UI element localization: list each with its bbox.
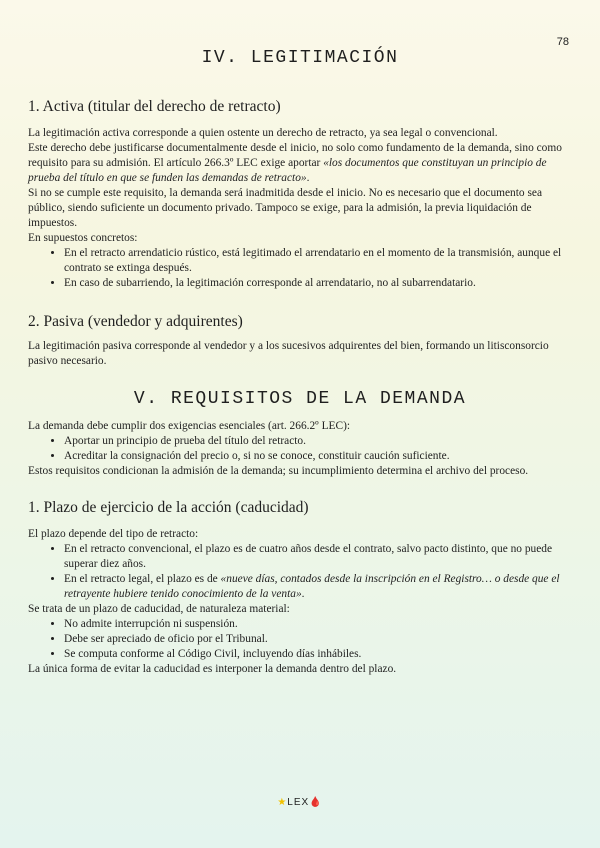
list-item: • Acreditar la consignación del precio o, si no se conoce, constituir caución suficiente. <box>64 449 572 464</box>
list-item: • En el retracto convencional, el plazo es de cuatro años desde el contrato, salvo pacto distinto, que no puede superar diez años. <box>64 542 572 572</box>
star-icon: ★ <box>277 797 288 808</box>
list-item: • En el retracto legal, el plazo es de «nueve días, contados desde la inscripción en el Registro… o desde que el retrayente hubiere tenido conocimiento de la venta». <box>64 572 572 602</box>
list-item: • En el retracto arrendaticio rústico, está legitimado el arrendatario en el momento de la transmisión, aunque el contrato se extinga después. <box>64 246 572 276</box>
quote: «los documentos que constituyan un principio de prueba del título en que se funden las demandas de retracto» <box>28 157 547 184</box>
subsection-title-plazo: 1. Plazo de ejercicio de la acción (caducidad) <box>28 499 309 516</box>
page-number: 78 <box>556 36 569 48</box>
paragraph: Estos requisitos condicionan la admisión de la demanda; su incumplimiento determina el archivo del proceso. <box>28 465 529 477</box>
section-title-legitimacion: IV. LEGITIMACIÓN <box>201 48 399 68</box>
paragraph: El plazo depende del tipo de retracto: <box>28 528 199 540</box>
list-item: • Aportar un principio de prueba del título del retracto. <box>64 434 572 449</box>
bullet-list <box>28 542 572 602</box>
subsection-title-activa: 1. Activa (titular del derecho de retracto) <box>28 98 281 115</box>
list-item: • En caso de subarriendo, la legitimación corresponde al arrendatario, no al subarrendatario. <box>64 276 572 291</box>
paragraph: La demanda debe cumplir dos exigencias esenciales (art. 266.2º LEC): <box>28 420 351 432</box>
paragraph: Se trata de un plazo de caducidad, de naturaleza material: <box>28 603 290 615</box>
footer-logo <box>0 797 600 808</box>
paragraph: Si no se cumple este requisito, la demanda será inadmitida desde el inicio. No es necesario que el documento sea público, siendo suficiente un documento privado. Tampoco se exige, para la admisión, la previa liquidación de impuestos. <box>28 187 542 229</box>
paragraph: Este derecho debe justificarse documentalmente desde el inicio, no solo como fundamento de la demanda, sino como requisito para su admisión. El artículo 266.3º LEC exige aportar «los documentos que constituyan un principio de prueba del título en que se funden las demandas de retracto». <box>28 142 562 184</box>
document-body <box>28 48 572 677</box>
paragraph: La legitimación activa corresponde a quien ostente un derecho de retracto, ya sea legal o convencional. <box>28 127 498 139</box>
subsection-title-pasiva: 2. Pasiva (vendedor y adquirentes) <box>28 313 243 330</box>
bullet-list <box>28 246 572 291</box>
paragraph: La legitimación pasiva corresponde al vendedor y a los sucesivos adquirentes del bien, formando un litisconsorcio pasivo necesario. <box>28 340 549 367</box>
list-item: • Debe ser apreciado de oficio por el Tribunal. <box>64 632 572 647</box>
drop-icon: 🩸 <box>309 797 323 808</box>
paragraph: En supuestos concretos: <box>28 232 138 244</box>
paragraph: La única forma de evitar la caducidad es interponer la demanda dentro del plazo. <box>28 663 397 675</box>
bullet-list <box>28 434 572 464</box>
section-title-requisitos: V. REQUISITOS DE LA DEMANDA <box>133 389 467 409</box>
list-item: • No admite interrupción ni suspensión. <box>64 617 572 632</box>
list-item: • Se computa conforme al Código Civil, incluyendo días inhábiles. <box>64 647 572 662</box>
quote: «nueve días, contados desde la inscripción en el Registro… o desde que el retrayente hubiere tenido conocimiento de la venta» <box>64 573 560 600</box>
bullet-list <box>28 617 572 662</box>
footer-text: LEX <box>287 797 310 808</box>
